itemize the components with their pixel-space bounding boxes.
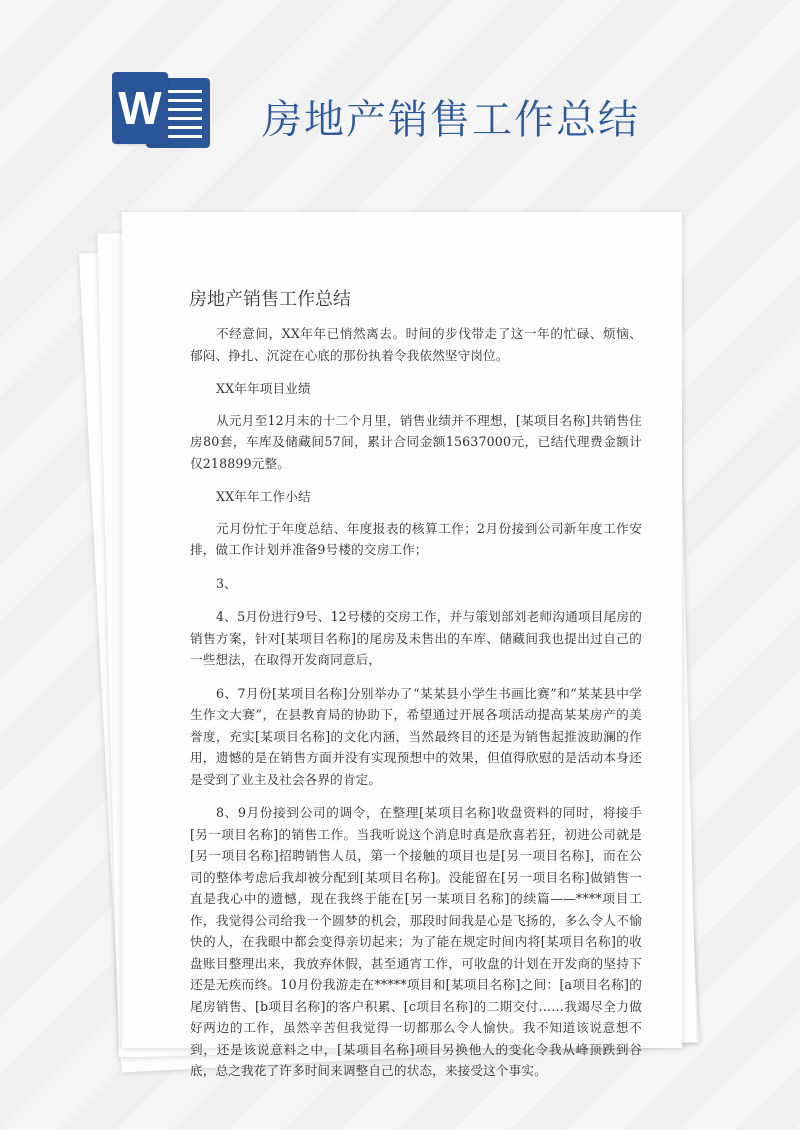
document-body [190, 323, 642, 1094]
header-title: 房地产销售工作总结 [262, 97, 640, 143]
paragraph-mar: 3、 [216, 575, 237, 591]
paragraph-jun-jul: 6、7月份[某项目名称]分别举办了“某某县小学生书画比赛”和“某某县中学生作文大赛”，在县教育局的协助下，希望通过开展各项活动提高某某房产的美誉度，充实[某项目名称]的文化内涵，当然最终目的还是为销售起推波助澜的作用，遗憾的是在销售方面并没有实现预想中的效果，但值得欣慰的是活动本身还是受到了业主及社会各界的肯定。 [190, 685, 642, 787]
document-title: 房地产销售工作总结 [189, 289, 351, 310]
paragraph-apr-may: 4、5月份进行9号、12号楼的交房工作，并与策划部刘老师沟通项目尾房的销售方案，针对[某项目名称]的尾房及未售出的车库、储藏间我也提出过自己的一些想法，在取得开发商同意后， [190, 609, 642, 667]
paragraph-performance: 从元月至12月末的十二个月里，销售业绩并不理想，[某项目名称]共销售住房80套，车库及储藏间57间，累计合同金额15637000元，已结代理费金额计仅218899元整。 [190, 412, 642, 471]
paragraph-intro: 不经意间，XX年年已悄然离去。时间的步伐带走了这一年的忙碌、烦恼、郁闷、挣扎、沉淀在心底的那份执着令我依然坚守岗位。 [190, 326, 642, 363]
paragraph-jan-feb: 元月份忙于年度总结、年度报表的核算工作；2月份接到公司新年度工作安排，做工作计划并准备9号楼的交房工作； [190, 520, 642, 557]
paragraph-aug-sep: 8、9月份接到公司的调令，在整理[某项目名称]收盘资料的同时，将接手[另一项目名称]的销售工作。当我听说这个消息时真是欣喜若狂，初进公司就是[另一项目名称]招聘销售人员，第一个接触的项目也是[另一项目名称]，而在公司的整体考虑后我却被分配到[某项目名称]。没能留在[另一项目名称]做销售一直是我心中的遗憾，现在我终于能在[另一某项目名称]的续篇——****项目工作，我觉得公司给我一个圆梦的机会，那段时间我是心是飞扬的，多么令人不愉快的人，在我眼中都会变得亲切起来；为了能在规定时间内将[某项目名称]的收盘账目整理出来，我放弃休假，甚至通宵工作，可收盘的计划在开发商的坚持下还是无疾而终。10月份我游走在*****项目和[某项目名称]之间：[a项目名称]的尾房销售、[b项目名称]的客户积累、[c项目名称]的二期交付……我竭尽全力做好两边的工作，虽然辛苦但我觉得一切都那么令人愉快。我不知道该说意想不到，还是该说意料之中，[某项目名称]项目另换他人的变化令我从峰顶跌到谷底，总之我花了许多时间来调整自己的状态，来接受这个事实。 [190, 805, 642, 1078]
section-heading-summary: XX年年工作小结 [216, 489, 311, 504]
word-badge: W [112, 72, 168, 144]
word-icon [112, 72, 212, 152]
section-heading-performance: XX年年项目业绩 [216, 381, 311, 396]
